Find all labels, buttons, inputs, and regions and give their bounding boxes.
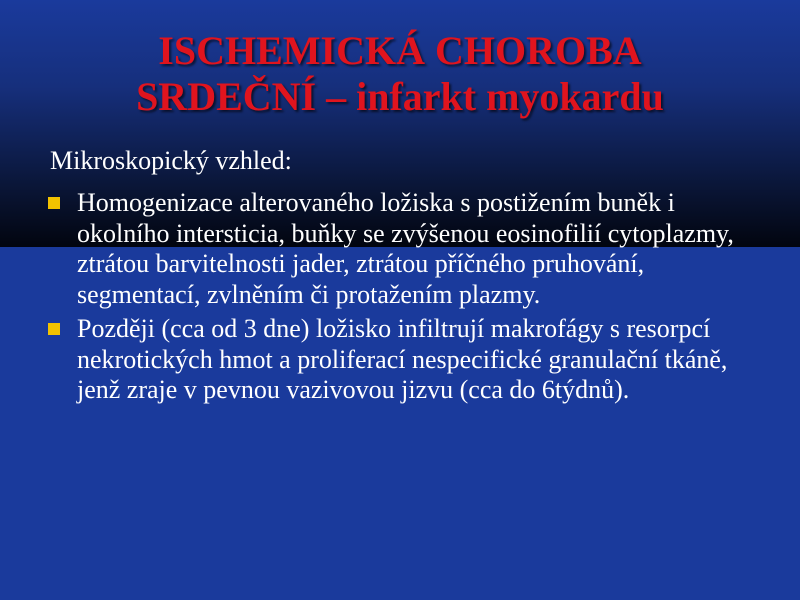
- slide-subheading: Mikroskopický vzhled:: [50, 146, 292, 175]
- bullet-text: Homogenizace alterovaného ložiska s postižením buněk i okolního intersticia, buňky se zvýšenou eosinofilií cytoplazmy, ztrátou barvitelnosti jader, ztrátou příčného pruhování, segmentací, zvlněním či protažením plazmy.: [77, 188, 734, 309]
- bullet-text: Později (cca od 3 dne) ložisko infiltrují makrofágy s resorpcí nekrotických hmot a proliferací nespecifické granulační tkáně, jenž zraje v pevnou vazivovou jizvu (cca do 6týdnů).: [77, 314, 728, 404]
- bullet-item: [48, 188, 748, 310]
- slide-title: [0, 28, 800, 120]
- slide-title-line1: ISCHEMICKÁ CHOROBA: [158, 28, 642, 73]
- bullet-item: [48, 314, 748, 406]
- bullet-list: [48, 188, 748, 410]
- bullet-square-icon: [48, 323, 60, 335]
- bullet-square-icon: [48, 197, 60, 209]
- slide-title-line2: SRDEČNÍ – infarkt myokardu: [136, 74, 664, 119]
